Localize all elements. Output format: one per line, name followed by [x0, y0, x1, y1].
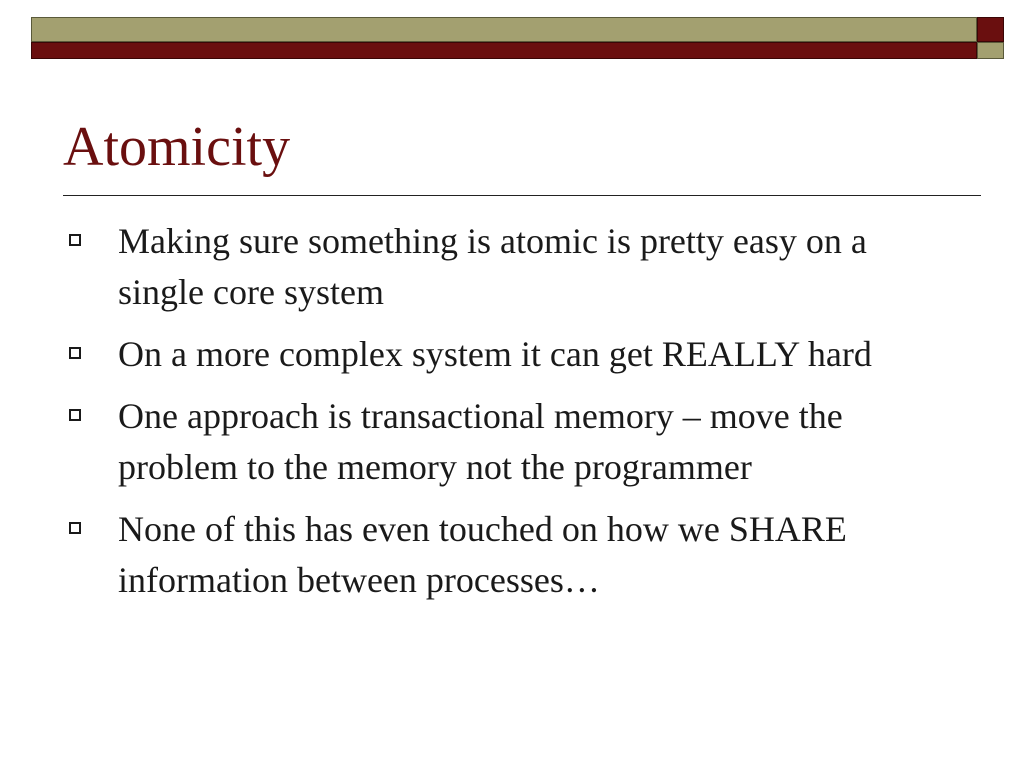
- header-band-olive: [31, 17, 977, 42]
- bullet-text: One approach is transactional memory – move the problem to the memory not the programmer: [118, 396, 843, 487]
- bullet-text: Making sure something is atomic is pretty easy on a single core system: [118, 221, 867, 312]
- square-bullet-icon: [69, 522, 81, 534]
- bullet-text: On a more complex system it can get REALLY hard: [118, 334, 872, 374]
- bullet-item: [65, 391, 945, 493]
- square-bullet-icon: [69, 347, 81, 359]
- square-bullet-icon: [69, 234, 81, 246]
- square-bullet-icon: [69, 409, 81, 421]
- bullet-item: [65, 216, 945, 318]
- bullet-text: None of this has even touched on how we SHARE information between processes…: [118, 509, 847, 600]
- title-divider: [63, 195, 981, 196]
- header-band-maroon: [31, 42, 977, 59]
- corner-block-maroon: [977, 17, 1004, 42]
- bullet-item: [65, 504, 945, 606]
- bullet-item: [65, 329, 945, 380]
- slide-title: Atomicity: [63, 116, 291, 178]
- corner-block-olive: [977, 42, 1004, 59]
- bullet-list: [65, 216, 945, 617]
